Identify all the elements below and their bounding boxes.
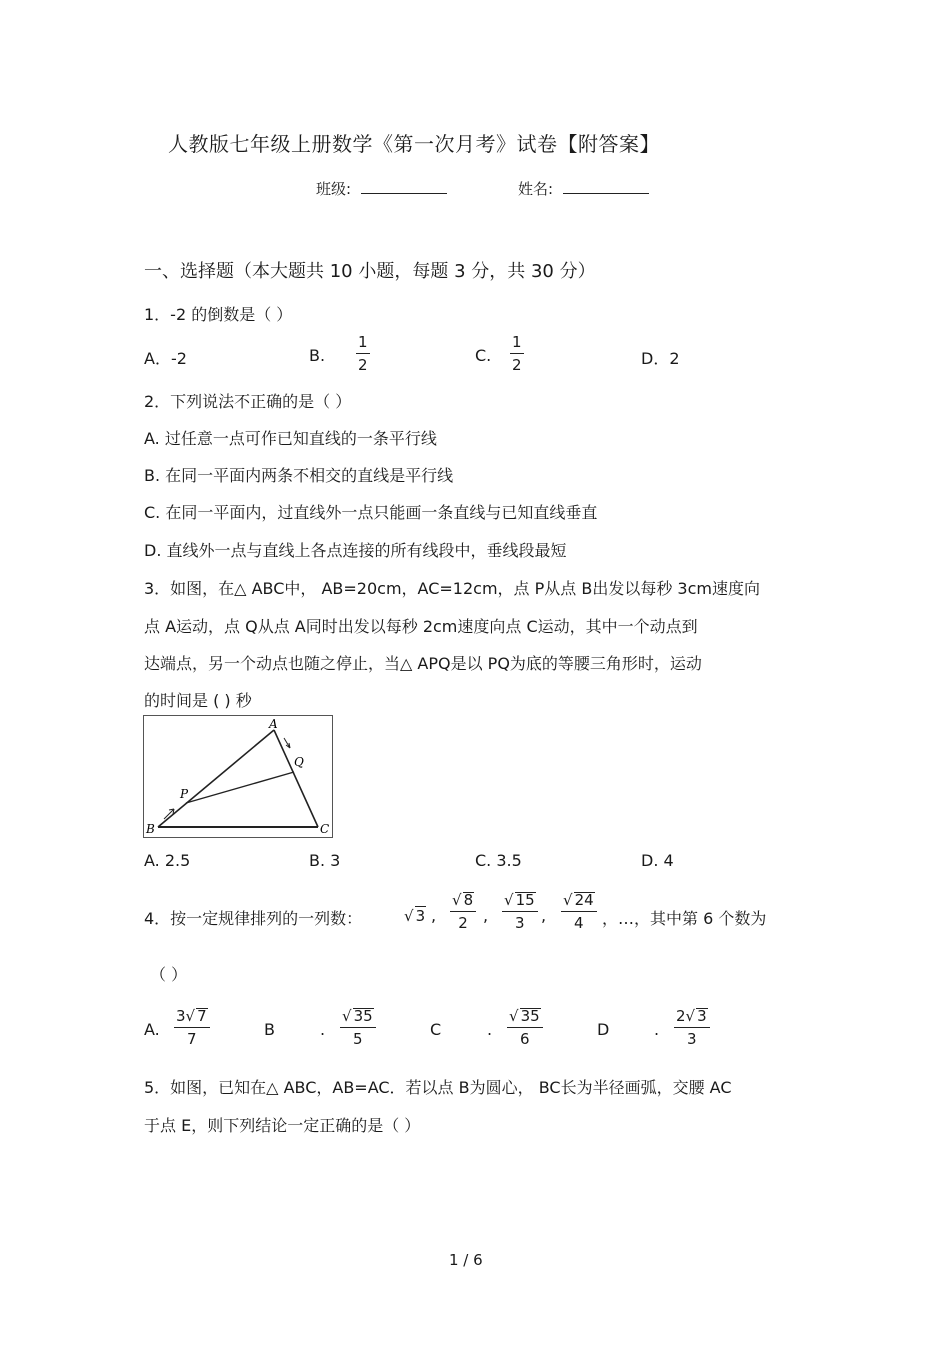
q4-stem-suffix: ，…，其中第 6 个数为 [602,909,767,928]
fraction-numerator [502,892,538,912]
side-ab [158,730,274,827]
q3-line-4: 的时间是 ( ) 秒 [144,691,252,710]
sqrt-icon: √ [342,1007,352,1025]
q4-option-c-fraction [507,1008,543,1047]
side-ac [274,730,318,827]
q4-term-2 [450,892,476,931]
q4-option-a-label: A. [144,1020,160,1039]
radicand: 8 [463,891,474,909]
sqrt-icon: √ [185,1007,196,1025]
fraction-numerator [561,892,597,912]
q4-option-b-dot: . [320,1020,326,1039]
q2-stem: 2．下列说法不正确的是（ ） [144,392,352,411]
fraction-denominator: 5 [353,1030,363,1048]
coefficient: 3 [176,1007,186,1025]
fraction-numerator [507,1008,543,1028]
class-blank [361,179,447,194]
q4-term-4 [561,892,597,931]
name-label: 姓名: [518,180,554,198]
comma: , [431,906,437,925]
fraction-numerator [340,1008,376,1028]
q4-option-d-fraction [674,1008,710,1047]
section-heading: 一、选择题（本大题共 10 小题，每题 3 分，共 30 分） [144,261,596,282]
vertex-b-label: B [146,822,155,836]
point-p-label: P [180,787,189,801]
sqrt-icon: √ [504,891,514,909]
sqrt-icon: √ [509,1007,519,1025]
name-blank [563,179,649,194]
page-title: 人教版七年级上册数学《第一次月考》试卷【附答案】 [168,132,660,156]
q1-option-d: D．2 [641,349,680,368]
fraction-denominator: 3 [687,1030,697,1048]
q4-option-d-dot: . [654,1020,660,1039]
q2-option-c: C. 在同一平面内，过直线外一点只能画一条直线与已知直线垂直 [144,503,598,522]
sqrt-icon: √ [685,1007,696,1025]
q2-option-d: D. 直线外一点与直线上各点连接的所有线段中，垂线段最短 [144,541,567,560]
fraction-numerator [174,1008,210,1028]
fraction-denominator: 6 [520,1030,530,1048]
q5-line-1: 5．如图，已知在△ ABC，AB=AC．若以点 B为圆心， BC长为半径画弧，交腰 AC [144,1078,732,1097]
radicand: 7 [197,1007,207,1025]
q5-line-2: 于点 E，则下列结论一定正确的是（ ） [144,1116,421,1135]
q4-term-3 [502,892,538,931]
q4-term-1 [404,906,426,925]
fraction-numerator: 1 [510,335,524,354]
fraction-denominator: 2 [458,914,468,932]
q1-stem: 1．-2 的倒数是（ ） [144,305,293,324]
q4-option-a-fraction [174,1008,210,1047]
radicand: 3 [697,1007,707,1025]
fraction-denominator: 4 [574,914,584,932]
q4-option-d-label: D [597,1020,610,1039]
sqrt-icon: √ [563,891,573,909]
fraction-denominator: 2 [358,356,368,374]
radicand: 35 [353,1007,373,1025]
page-number: 1 / 6 [449,1251,483,1269]
vertex-c-label: C [320,822,330,836]
q3-option-d: D. 4 [641,851,674,870]
coefficient: 2 [676,1007,686,1025]
comma: , [483,906,489,925]
q1-option-c-label: C. [475,346,492,365]
q3-line-3: 达端点，另一个动点也随之停止，当△ APQ是以 PQ为底的等腰三角形时，运动 [144,654,702,673]
sqrt-icon: √ [404,907,414,925]
name-field [518,178,649,199]
fraction-numerator [674,1008,710,1028]
triangle-figure [143,715,333,838]
point-q-label: Q [294,755,304,769]
fraction-numerator: 1 [356,335,370,354]
radicand: 35 [520,1007,540,1025]
radicand: 15 [515,891,535,909]
triangle-diagram [144,716,332,837]
vertex-a-label: A [269,717,278,731]
q4-option-c-label: C [430,1020,442,1039]
q4-option-b-fraction [340,1008,376,1047]
class-label: 班级: [316,180,352,198]
fraction-denominator: 7 [187,1030,197,1048]
radicand: 24 [574,891,594,909]
q1-option-a: A．-2 [144,349,187,368]
q3-option-a: A. 2.5 [144,851,191,870]
comma: , [541,906,547,925]
fraction-denominator: 3 [515,914,525,932]
q1-option-c-fraction [510,335,524,373]
q3-line-1: 3．如图，在△ ABC中， AB=20cm，AC=12cm，点 P从点 B出发以每秒 3cm速度向 [144,579,760,598]
segment-pq [186,772,294,803]
sqrt-icon: √ [452,891,462,909]
q4-paren: （ ） [150,965,188,984]
q3-option-c: C. 3.5 [475,851,522,870]
q1-option-b-label: B. [309,346,326,365]
q2-option-b: B. 在同一平面内两条不相交的直线是平行线 [144,466,454,485]
q2-option-a: A. 过任意一点可作已知直线的一条平行线 [144,429,437,448]
fraction-numerator [450,892,476,912]
fraction-denominator: 2 [512,356,522,374]
q1-option-b-fraction [356,335,370,373]
radicand: 3 [415,907,426,925]
q4-option-c-dot: . [487,1020,493,1039]
q4-option-b-label: B [264,1020,275,1039]
q3-option-b: B. 3 [309,851,341,870]
q4-stem-prefix: 4．按一定规律排列的一列数： [144,909,363,928]
class-field [316,178,447,199]
q3-line-2: 点 A运动，点 Q从点 A同时出发以每秒 2cm速度向点 C运动，其中一个动点到 [144,617,698,636]
